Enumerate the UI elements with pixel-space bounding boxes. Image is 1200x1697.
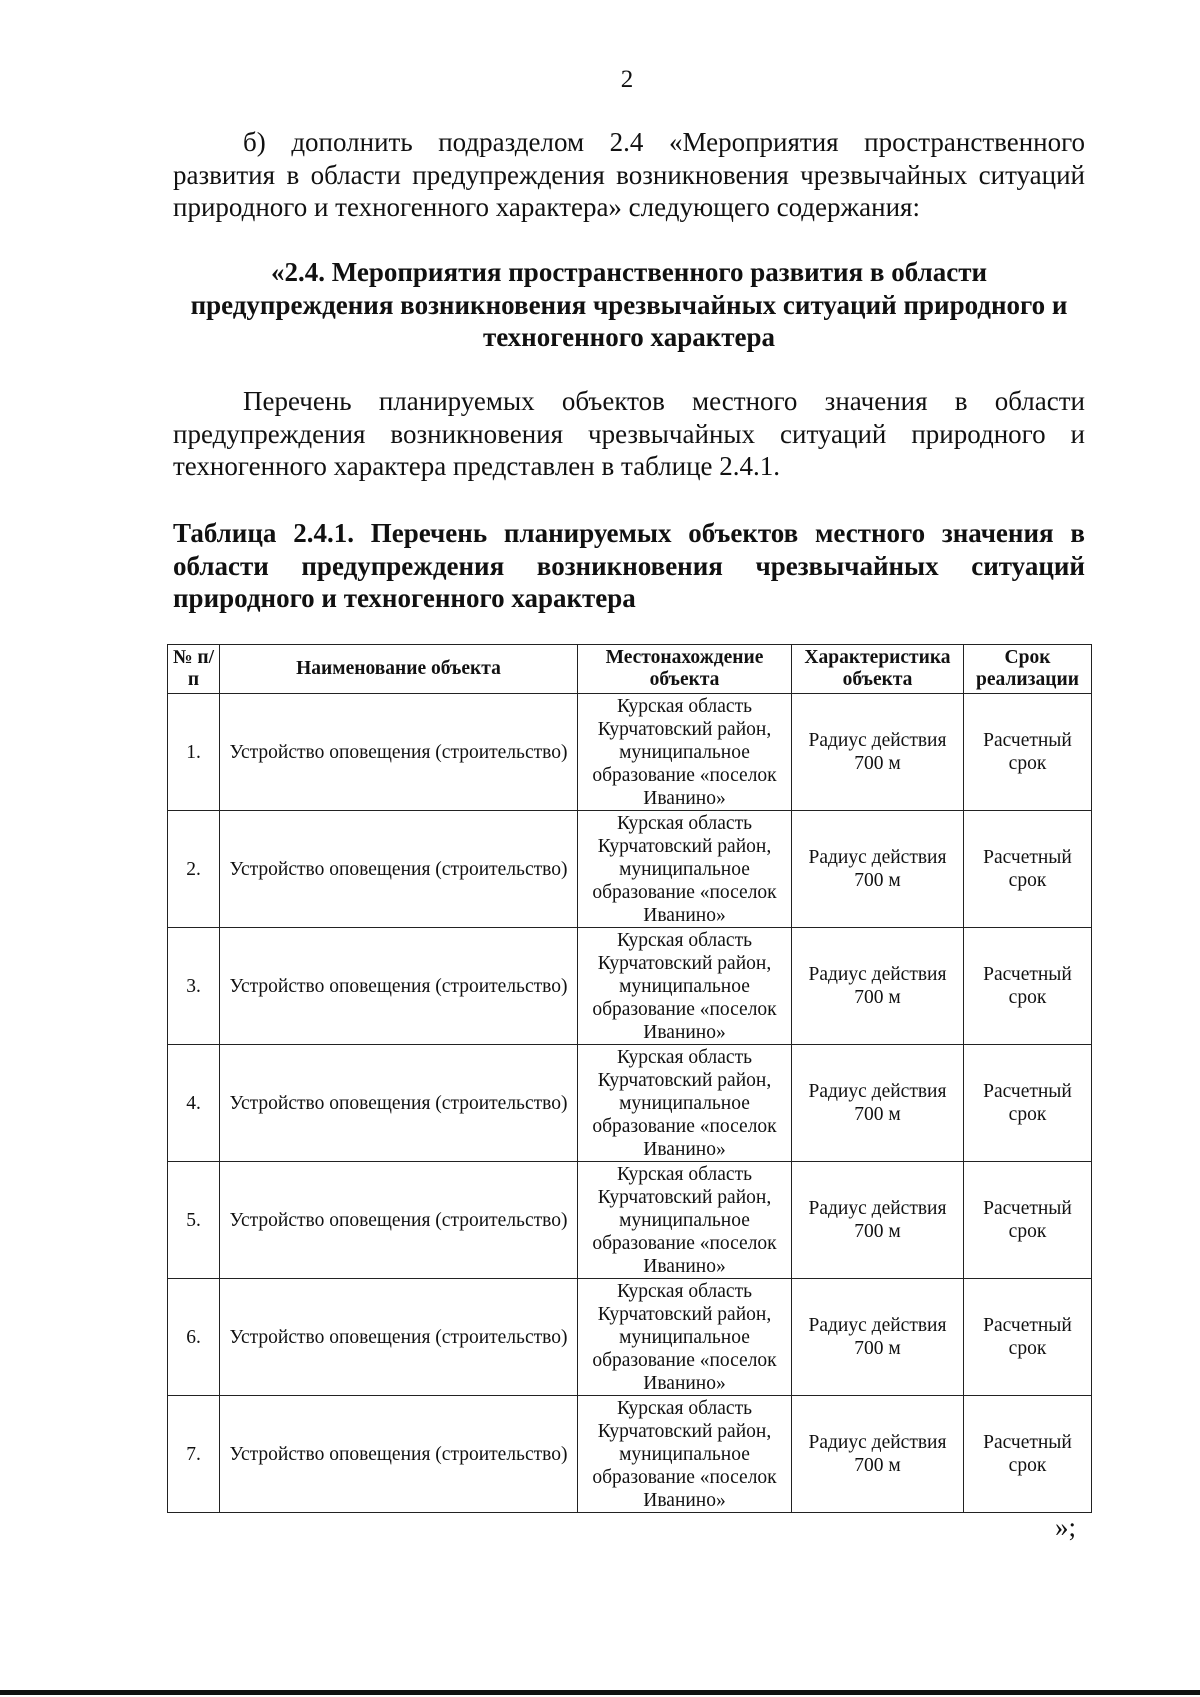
cell-location: Курская область Курчатовский район, муниципальное образование «поселок Иванино» (578, 1279, 792, 1396)
cell-object-name: Устройство оповещения (строительство) (220, 811, 578, 928)
cell-object-name: Устройство оповещения (строительство) (220, 1162, 578, 1279)
cell-characteristic: Радиус действия 700 м (792, 1162, 964, 1279)
cell-term: Расчетный срок (964, 1162, 1092, 1279)
table-row (168, 928, 1092, 1045)
bottom-scan-edge (0, 1690, 1200, 1695)
cell-characteristic: Радиус действия 700 м (792, 1396, 964, 1513)
cell-term: Расчетный срок (964, 1279, 1092, 1396)
page-number: 2 (620, 66, 634, 93)
closing-quote-mark: »; (1055, 1512, 1077, 1542)
cell-term: Расчетный срок (964, 694, 1092, 811)
cell-object-name: Устройство оповещения (строительство) (220, 1279, 578, 1396)
table-caption: Таблица 2.4.1. Перечень планируемых объектов местного значения в области предупреждения возникновения чрезвычайных ситуаций природного и техногенного характера (173, 518, 1085, 613)
intro-paragraph: б) дополнить подразделом 2.4 «Мероприятия пространственного развития в области предупреждения возникновения чрезвычайных ситуаций природного и техногенного характера» следующего содержания: (173, 127, 1085, 222)
table-row (168, 1279, 1092, 1396)
cell-object-name: Устройство оповещения (строительство) (220, 694, 578, 811)
header-number: № п/п (168, 645, 220, 694)
header-location: Местонахождение объекта (578, 645, 792, 694)
table-header-row (168, 645, 1092, 694)
cell-characteristic: Радиус действия 700 м (792, 1045, 964, 1162)
cell-location: Курская область Курчатовский район, муниципальное образование «поселок Иванино» (578, 811, 792, 928)
cell-number: 3. (168, 928, 220, 1045)
cell-term: Расчетный срок (964, 811, 1092, 928)
list-paragraph: Перечень планируемых объектов местного значения в области предупреждения возникновения чрезвычайных ситуаций природного и техногенного характера представлен в таблице 2.4.1. (173, 386, 1085, 481)
cell-object-name: Устройство оповещения (строительство) (220, 928, 578, 1045)
header-characteristic: Характеристика объекта (792, 645, 964, 694)
cell-characteristic: Радиус действия 700 м (792, 928, 964, 1045)
cell-number: 7. (168, 1396, 220, 1513)
table-row (168, 1045, 1092, 1162)
cell-location: Курская область Курчатовский район, муниципальное образование «поселок Иванино» (578, 1396, 792, 1513)
cell-object-name: Устройство оповещения (строительство) (220, 1045, 578, 1162)
cell-characteristic: Радиус действия 700 м (792, 811, 964, 928)
table-row (168, 1162, 1092, 1279)
cell-number: 1. (168, 694, 220, 811)
header-term: Срок реализации (964, 645, 1092, 694)
cell-location: Курская область Курчатовский район, муниципальное образование «поселок Иванино» (578, 1162, 792, 1279)
header-object-name: Наименование объекта (220, 645, 578, 694)
cell-number: 5. (168, 1162, 220, 1279)
cell-term: Расчетный срок (964, 928, 1092, 1045)
table-row (168, 694, 1092, 811)
section-heading: «2.4. Мероприятия пространственного развития в области предупреждения возникновения чрезвычайных ситуаций природного и техногенного характера (190, 257, 1068, 352)
cell-number: 2. (168, 811, 220, 928)
cell-number: 6. (168, 1279, 220, 1396)
cell-object-name: Устройство оповещения (строительство) (220, 1396, 578, 1513)
cell-characteristic: Радиус действия 700 м (792, 1279, 964, 1396)
cell-characteristic: Радиус действия 700 м (792, 694, 964, 811)
cell-location: Курская область Курчатовский район, муниципальное образование «поселок Иванино» (578, 694, 792, 811)
objects-table (167, 644, 1092, 1513)
cell-number: 4. (168, 1045, 220, 1162)
table-row (168, 1396, 1092, 1513)
cell-term: Расчетный срок (964, 1396, 1092, 1513)
cell-term: Расчетный срок (964, 1045, 1092, 1162)
table-row (168, 811, 1092, 928)
cell-location: Курская область Курчатовский район, муниципальное образование «поселок Иванино» (578, 928, 792, 1045)
cell-location: Курская область Курчатовский район, муниципальное образование «поселок Иванино» (578, 1045, 792, 1162)
